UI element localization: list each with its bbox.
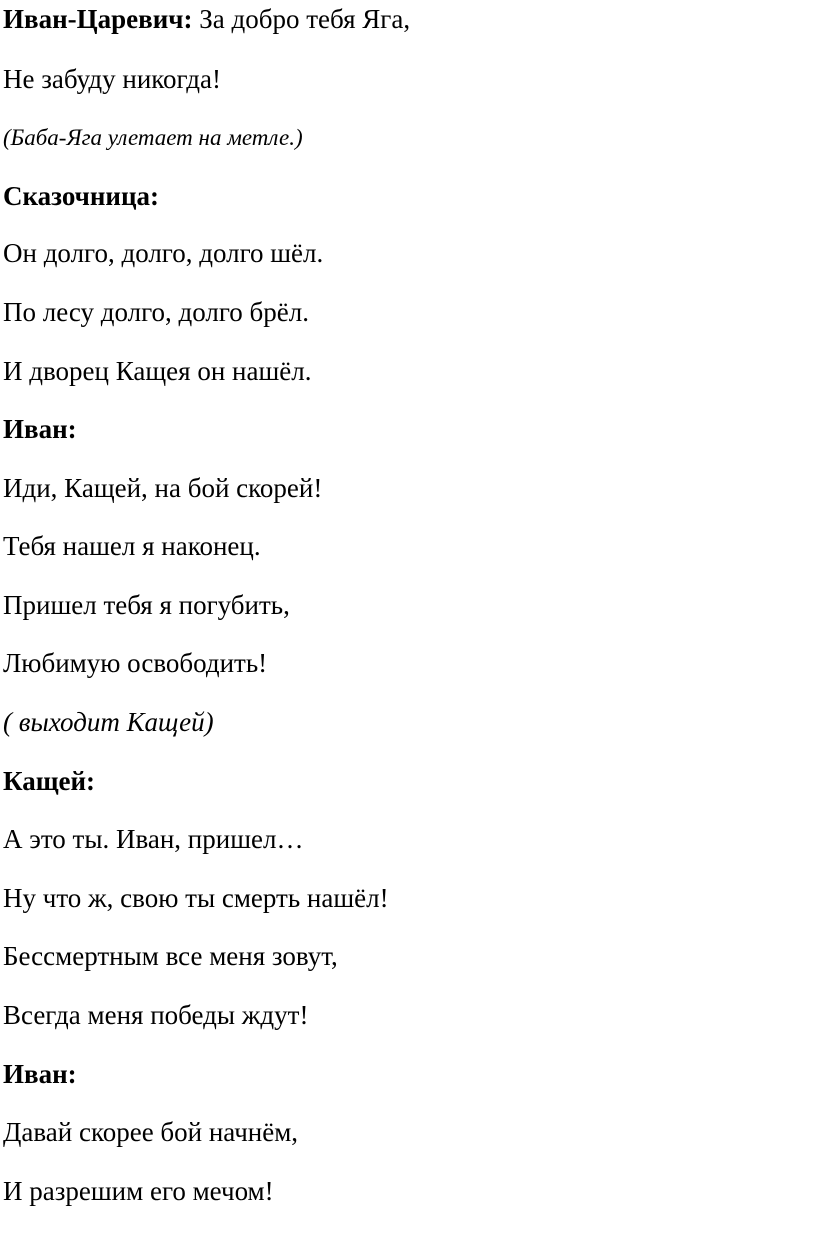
dialogue-line: Пришел тебя я погубить,	[3, 590, 290, 620]
dialogue-line: Иди, Кащей, на бой скорей!	[3, 473, 323, 503]
dialogue-line: И разрешим его мечом!	[3, 1176, 274, 1206]
stage-direction: (Баба-Яга улетает на метле.)	[3, 125, 303, 150]
speaker-name: Кащей:	[3, 766, 96, 796]
stage-direction: ( выходит Кащей)	[3, 707, 214, 737]
dialogue-line: Не забуду никогда!	[3, 64, 221, 94]
dialogue-line: Любимую освободить!	[3, 648, 268, 678]
dialogue-line: А это ты. Иван, пришел…	[3, 824, 304, 854]
speaker-name: Иван-Царевич:	[3, 4, 193, 34]
dialogue-text: За добро тебя Яга,	[192, 4, 411, 34]
speaker-name: Сказочница:	[3, 181, 160, 211]
dialogue-line: Бессмертным все меня зовут,	[3, 941, 338, 971]
dialogue-line	[3, 3, 410, 35]
dialogue-line: И дворец Кащея он нашёл.	[3, 356, 312, 386]
speaker-name: Иван:	[3, 414, 77, 444]
speaker-name: Иван:	[3, 1059, 77, 1089]
dialogue-line: Давай скорее бой начнём,	[3, 1117, 299, 1147]
dialogue-line: Всегда меня победы ждут!	[3, 1000, 309, 1030]
dialogue-line: По лесу долго, долго брёл.	[3, 297, 309, 327]
dialogue-line: Ну что ж, свою ты смерть нашёл!	[3, 883, 389, 913]
dialogue-line: Тебя нашел я наконец.	[3, 531, 261, 561]
dialogue-line: Он долго, долго, долго шёл.	[3, 238, 324, 268]
